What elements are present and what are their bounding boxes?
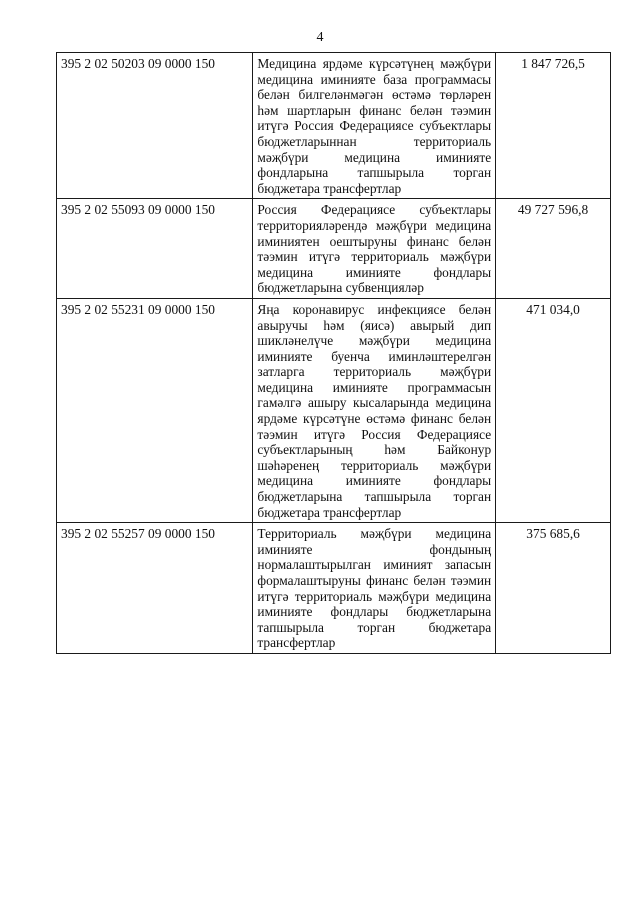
budget-code-cell: 395 2 02 55093 09 0000 150 bbox=[57, 199, 253, 299]
amount-cell: 1 847 726,5 bbox=[496, 53, 611, 199]
table-row bbox=[57, 199, 611, 299]
budget-table bbox=[56, 52, 611, 654]
table-row bbox=[57, 53, 611, 199]
description-cell: Медицина ярдәме күрсәтүнең мәҗбүри медицина иминияте база программасы белән билгеләнмәгән өстәмә төрләрен һәм шартларын финанс белән тәэмин итүгә Россия Федерациясе субъектлары бюджетларыннан территориаль мәҗбүри медицина иминияте фондларына тапшырыла торган бюджетара трансфертлар bbox=[253, 53, 496, 199]
budget-code-cell: 395 2 02 55231 09 0000 150 bbox=[57, 298, 253, 522]
page-number: 4 bbox=[316, 30, 324, 45]
description-cell: Территориаль мәҗбүри медицина иминияте фондының нормалаштырылган иминият запасын формалаштыруны финанс белән тәэмин итүгә территориаль мәҗбүри медицина иминияте фондлары бюджетларына тапшырыла торган бюджетара трансфертлар bbox=[253, 523, 496, 654]
budget-code-cell: 395 2 02 55257 09 0000 150 bbox=[57, 523, 253, 654]
table-row bbox=[57, 298, 611, 522]
description-cell: Россия Федерациясе субъектлары территорияләрендә мәҗбүри медицина иминиятен оештыруны финанс белән тәэмин итүгә территориаль мәҗбүри медицина иминияте фондлары бюджетларына субвенцияләр bbox=[253, 199, 496, 299]
amount-cell: 49 727 596,8 bbox=[496, 199, 611, 299]
amount-cell: 375 685,6 bbox=[496, 523, 611, 654]
amount-cell: 471 034,0 bbox=[496, 298, 611, 522]
budget-code-cell: 395 2 02 50203 09 0000 150 bbox=[57, 53, 253, 199]
table-row bbox=[57, 523, 611, 654]
description-cell: Яңа коронавирус инфекциясе белән авыручы һәм (яисә) авырый дип шикләнелүче мәҗбүри медицина иминияте буенча иминләштерелгән затларга территориаль мәҗбүри медицина иминияте программасын гамәлгә ашыру кысаларында медицина ярдәме күрсәтүне өстәмә финанс белән тәэмин итүгә Россия Федерациясе субъектларының һәм Байконур шәһәренең территориаль мәҗбүри медицина иминияте фондлары бюджетларына тапшырыла торган бюджетара трансфертлар bbox=[253, 298, 496, 522]
